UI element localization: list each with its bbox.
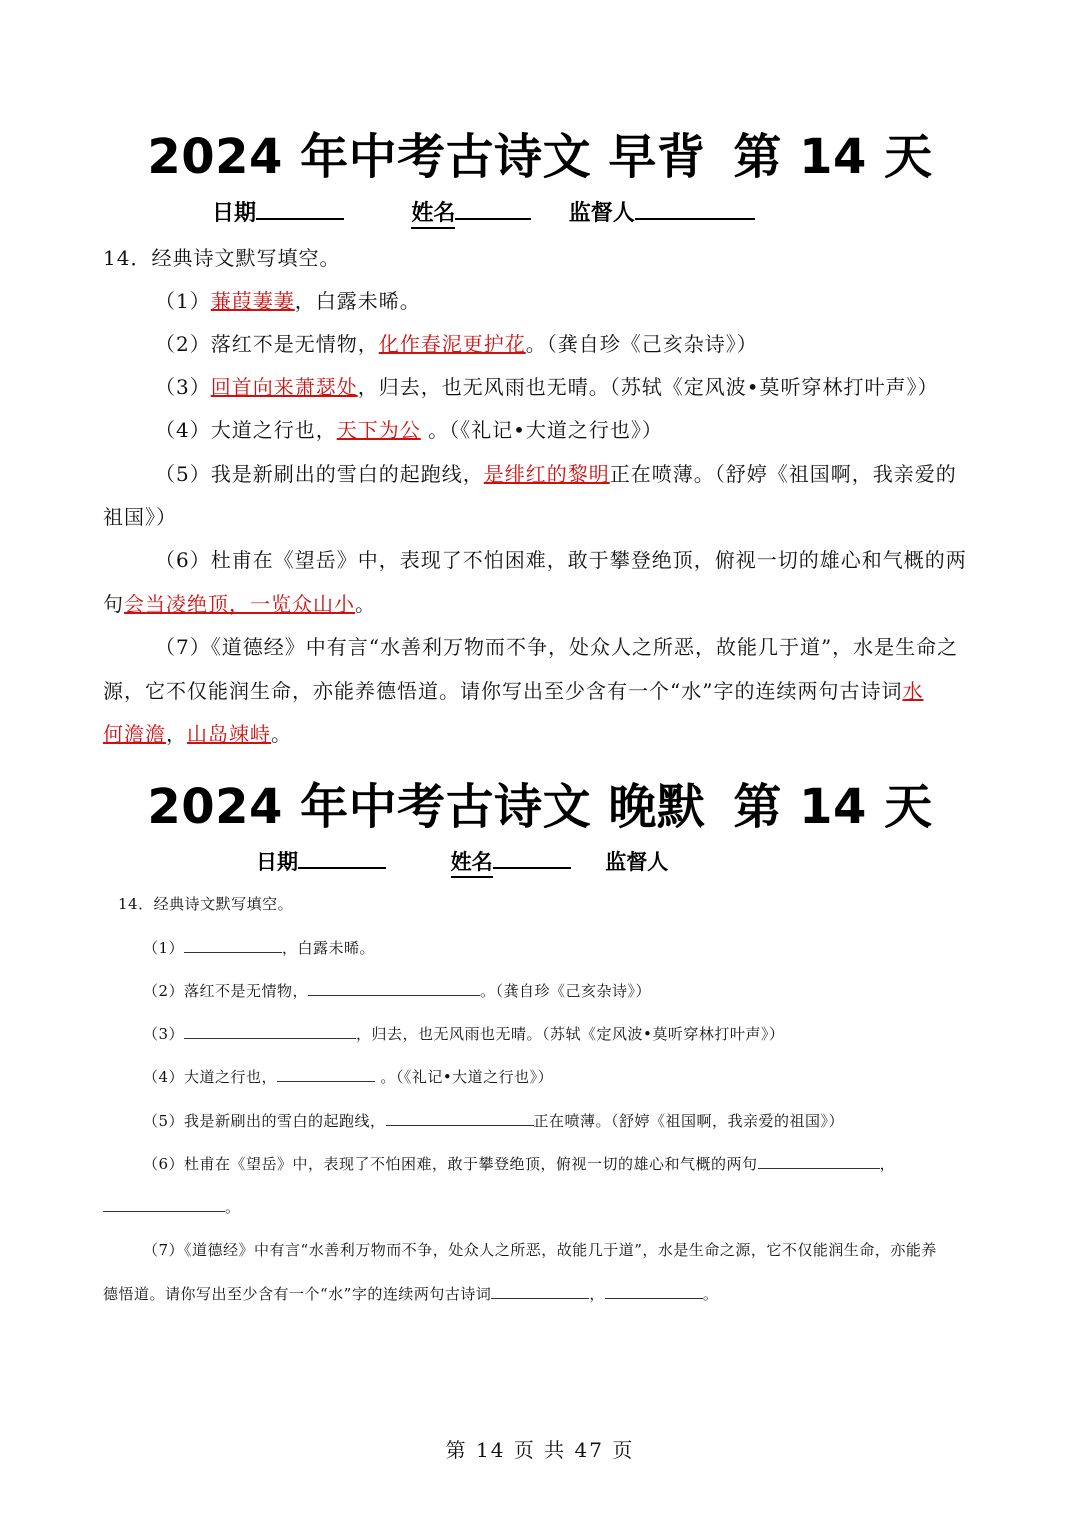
name-blank — [493, 866, 571, 869]
fill-blank[interactable] — [386, 1124, 534, 1126]
morning-item-4: （4）大道之行也，天下为公 。（《礼记•大道之行也》） — [155, 418, 663, 442]
morning-item-7-line3: 何澹澹，山岛竦峙。 — [103, 722, 292, 746]
evening-item-2: （2）落红不是无情物， 。（龚自珍《己亥杂诗》） — [143, 982, 652, 1000]
morning-item-5: （5）我是新刷出的雪白的起跑线，是绯红的黎明正在喷薄。（舒婷《祖国啊，我亲爱的 — [155, 462, 957, 486]
date-blank — [298, 866, 386, 869]
name-label: 姓名 — [411, 196, 455, 229]
evening-item-5: （5）我是新刷出的雪白的起跑线， 正在喷薄。（舒婷《祖国啊，我亲爱的祖国》） — [143, 1112, 845, 1130]
fill-blank[interactable] — [605, 1297, 703, 1299]
page-number: 第 14 页 共 47 页 — [445, 1438, 635, 1462]
morning-meta-row — [212, 196, 755, 229]
morning-item-7: （7）《道德经》中有言“水善利万物而不争，处众人之所恶，故能几于道”，水是生命之 — [155, 635, 959, 659]
evening-item-1: （1） ，白露未晞。 — [143, 939, 376, 957]
answer-text: 水 — [902, 679, 924, 703]
morning-title-day: 第 14 天 — [733, 129, 933, 185]
supervisor-label: 监督人 — [605, 850, 669, 874]
morning-item-6: （6）杜甫在《望岳》中，表现了不怕困难，敢于攀登绝顶，俯视一切的雄心和气概的两 — [155, 548, 967, 572]
evening-item-3: （3） ，归去，也无风雨也无晴。（苏轼《定风波•莫听穿林打叶声》） — [143, 1025, 785, 1043]
answer-text: 是绯红的黎明 — [483, 462, 610, 486]
answer-text: 山岛竦峙 — [187, 722, 271, 746]
answer-text: 一览众山小 — [250, 592, 355, 616]
evening-question: 14．经典诗文默写填空。 — [118, 895, 294, 913]
morning-item-1: （1）蒹葭萋萋，白露未晞。 — [155, 289, 421, 313]
name-label: 姓名 — [451, 846, 493, 878]
morning-item-3: （3）回首向来萧瑟处，归去，也无风雨也无晴。（苏轼《定风波•莫听穿林打叶声》） — [155, 375, 939, 399]
evening-item-4: （4）大道之行也， 。（《礼记•大道之行也》） — [143, 1068, 554, 1086]
date-label: 日期 — [256, 850, 298, 874]
supervisor-label: 监督人 — [568, 201, 635, 226]
fill-blank[interactable] — [103, 1210, 225, 1212]
evening-title — [0, 768, 1080, 837]
answer-text: 蒹葭萋萋 — [210, 289, 295, 313]
morning-question: 14．经典诗文默写填空。 — [103, 246, 341, 270]
date-blank — [256, 217, 344, 220]
evening-title-day: 第 14 天 — [733, 779, 933, 835]
answer-text: 会当凌绝顶 — [124, 592, 229, 616]
fill-blank[interactable] — [491, 1297, 589, 1299]
evening-item-6: （6）杜甫在《望岳》中，表现了不怕困难，敢于攀登绝顶，俯视一切的雄心和气概的两句 ， — [143, 1155, 896, 1173]
date-label: 日期 — [212, 201, 257, 226]
fill-blank[interactable] — [184, 951, 282, 953]
answer-text: 天下为公 — [336, 418, 421, 442]
supervisor-blank — [635, 217, 755, 220]
morning-title-main: 2024 年中考古诗文 早背 — [147, 129, 706, 185]
evening-title-main: 2024 年中考古诗文 晚默 — [147, 779, 706, 835]
morning-item-2: （2）落红不是无情物，化作春泥更护花。（龚自珍《己亥杂诗》） — [155, 332, 758, 356]
name-blank — [455, 217, 531, 220]
fill-blank[interactable] — [184, 1037, 356, 1039]
fill-blank[interactable] — [758, 1167, 880, 1169]
evening-item-7: （7）《道德经》中有言“水善利万物而不争，处众人之所恶，故能几于道”，水是生命之源，它不仅能润生命，亦能养 — [143, 1241, 937, 1259]
answer-text: 何澹澹 — [103, 722, 166, 746]
morning-title — [0, 118, 1080, 187]
fill-blank[interactable] — [308, 994, 480, 996]
morning-item-6-cont: 句会当凌绝顶，一览众山小。 — [103, 592, 376, 616]
answer-text: 化作春泥更护花 — [378, 332, 526, 356]
morning-item-5-cont: 祖国》） — [103, 505, 177, 529]
morning-item-7-line2: 源，它不仅能润生命，亦能养德悟道。请你写出至少含有一个“水”字的连续两句古诗词水 — [103, 679, 924, 703]
evening-item-6-cont: 。 — [103, 1196, 241, 1217]
fill-blank[interactable] — [277, 1080, 375, 1082]
answer-text: 回首向来萧瑟处 — [210, 375, 358, 399]
evening-item-7-line2: 德悟道。请你写出至少含有一个“水”字的连续两句古诗词 ， 。 — [103, 1285, 719, 1303]
evening-meta-row — [256, 846, 668, 878]
